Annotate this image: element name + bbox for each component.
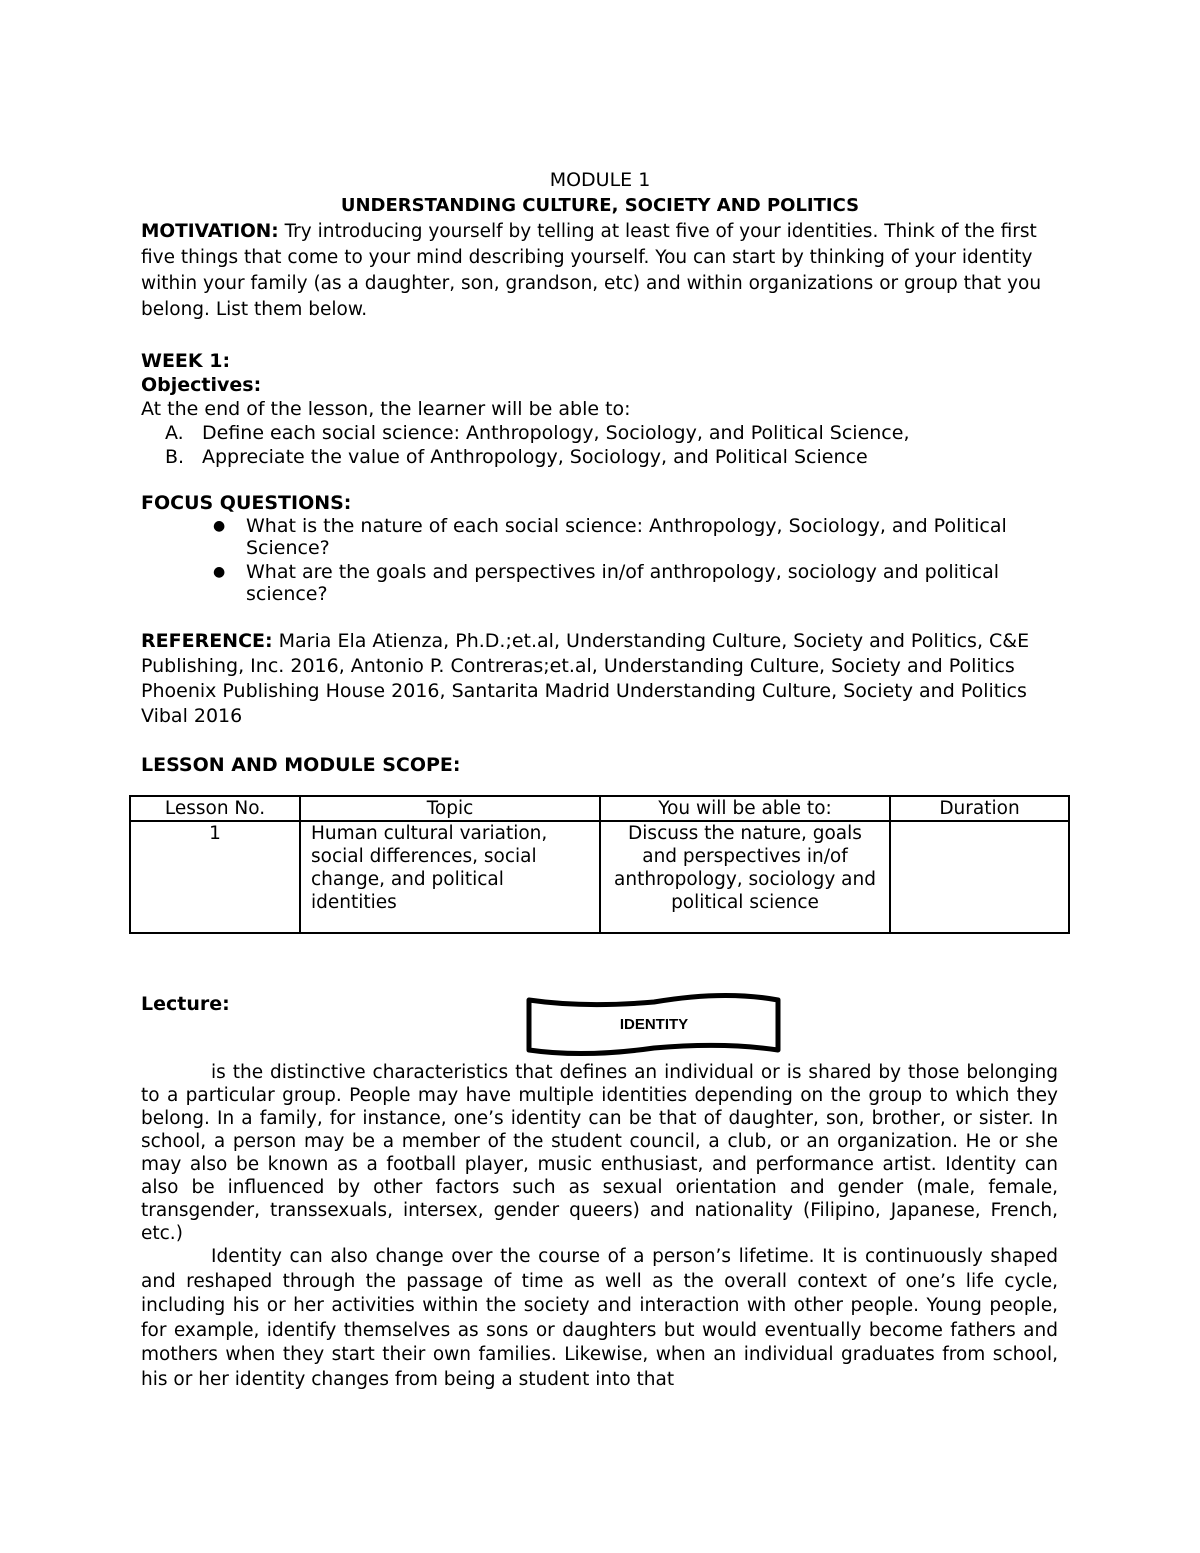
document-page	[141, 167, 1059, 777]
reference-label: REFERENCE:	[141, 630, 273, 652]
focus-questions-list	[141, 515, 1059, 605]
focus-questions-heading: FOCUS QUESTIONS:	[141, 492, 352, 514]
objectives-heading: Objectives:	[141, 374, 262, 396]
motivation-label: MOTIVATION:	[141, 221, 279, 242]
banner-label: IDENTITY	[619, 1016, 689, 1033]
column-header: Topic	[300, 796, 600, 821]
table-cell: Human cultural variation, social differences, social change, and political identities	[300, 821, 600, 933]
column-header: Duration	[890, 796, 1069, 821]
scope-heading: LESSON AND MODULE SCOPE:	[141, 754, 461, 776]
objective-text: Define each social science: Anthropology, Sociology, and Political Science,	[202, 422, 910, 444]
scope-table	[129, 795, 1070, 934]
lecture-paragraph: is the distinctive characteristics that defines an individual or is shared by those belonging to a particular group. People may have multiple identities depending on the group to which they belong. In a family, for instance, one’s identity can be that of daughter, son, brother, or sister. In school, a person may be a member of the student council, a club, or an organization. He or she may also be known as a football player, music enthusiast, and performance artist. Identity can also be influenced by other factors such as sexual orientation and gender (male, female, transgender, transsexuals, intersex, gender queers) and nationality (Filipino, Japanese, French, etc.)	[141, 1062, 1058, 1244]
motivation-text: Try introducing yourself by telling at least five of your identities. Think of the first five things that come to your mind describing yourself. You can start by thinking of your identity within your family (as a daughter, son, grandson, etc) and within organizations or group that you belong. List them below.	[141, 221, 1042, 320]
module-title: UNDERSTANDING CULTURE, SOCIETY AND POLITICS	[340, 195, 860, 216]
column-header: Lesson No.	[130, 796, 300, 821]
module-heading: MODULE 1	[549, 169, 651, 191]
table-cell	[890, 821, 1069, 933]
reference-paragraph	[141, 629, 1059, 729]
list-item	[213, 561, 1059, 605]
table-cell: Discuss the nature, goals and perspectives in/of anthropology, sociology and political science	[600, 821, 890, 933]
reference-text: Maria Ela Atienza, Ph.D.;et.al, Understanding Culture, Society and Politics, C&E Publishing, Inc. 2016, Antonio P. Contreras;et.al, Understanding Culture, Society and Politics Phoenix Publishing House 2016, Santarita Madrid Understanding Culture, Society and Politics Vibal 2016	[141, 630, 1030, 727]
objectives-list	[141, 421, 1059, 469]
list-item	[213, 515, 1059, 559]
list-marker: A.	[165, 422, 184, 444]
lecture-paragraph: Identity can also change over the course of a person’s lifetime. It is continuously shaped and reshaped through the passage of time as well as the overall context of one’s life cycle, including his or her activities within the society and interaction with other people. Young people, for example, identify themselves as sons or daughters but would eventually become fathers and mothers when they start their own families. Likewise, when an individual graduates from school, his or her identity changes from being a student into that	[141, 1246, 1058, 1390]
list-item	[165, 421, 1059, 445]
list-item	[165, 445, 1059, 469]
objective-text: Appreciate the value of Anthropology, Sociology, and Political Science	[202, 446, 868, 468]
list-marker: B.	[165, 446, 185, 468]
table-header-row	[130, 796, 1069, 821]
lecture-body	[141, 1061, 1058, 1393]
lecture-label: Lecture:	[141, 993, 230, 1015]
table-row	[130, 821, 1069, 933]
objectives-intro: At the end of the lesson, the learner will be able to:	[141, 398, 631, 420]
table-cell: 1	[130, 821, 300, 933]
bullet-icon: ●	[213, 518, 226, 534]
week-heading: WEEK 1:	[141, 350, 231, 372]
motivation-paragraph	[141, 219, 1059, 323]
question-text: What is the nature of each social science: Anthropology, Sociology, and Political Science?	[246, 515, 1007, 559]
question-text: What are the goals and perspectives in/of anthropology, sociology and political science?	[246, 561, 1000, 605]
bullet-icon: ●	[213, 564, 226, 580]
column-header: You will be able to:	[600, 796, 890, 821]
